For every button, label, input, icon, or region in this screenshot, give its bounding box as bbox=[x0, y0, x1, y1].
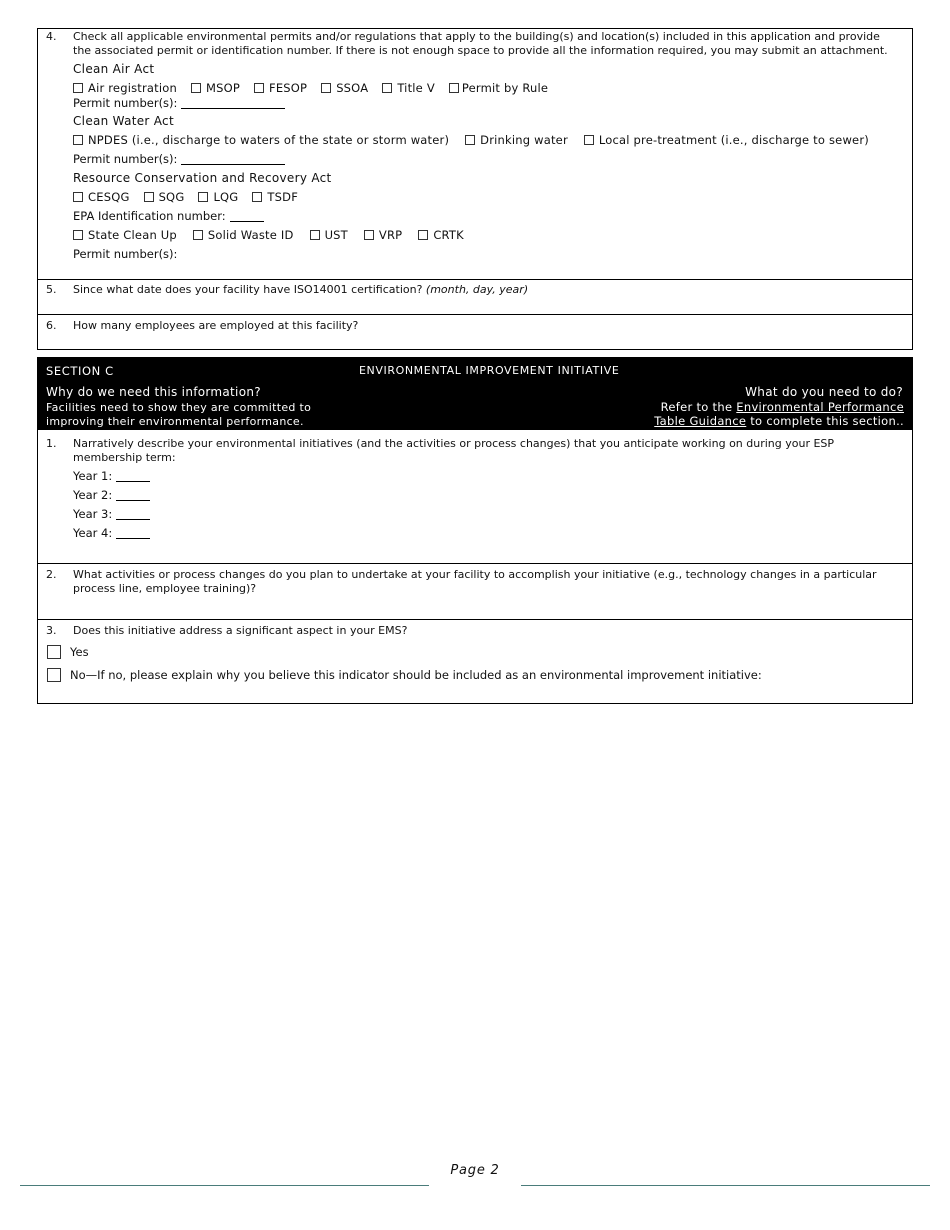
date-format-hint: (month, day, year) bbox=[425, 283, 529, 296]
checkbox[interactable] bbox=[418, 230, 428, 240]
no-checkbox[interactable] bbox=[47, 668, 61, 682]
year-1-row: Year 1: bbox=[73, 469, 150, 483]
page-number: Page 2 bbox=[450, 1163, 500, 1178]
clean-water-options bbox=[73, 133, 883, 147]
option-local-pretreatment[interactable]: Local pre-treatment (i.e., discharge to sewer) bbox=[584, 133, 869, 147]
section-c-question-1-box bbox=[37, 430, 913, 564]
permit-label: Permit number(s): bbox=[73, 152, 178, 166]
checkbox[interactable] bbox=[73, 230, 83, 240]
year-3-row: Year 3: bbox=[73, 507, 150, 521]
checkbox[interactable] bbox=[310, 230, 320, 240]
permit-label: Permit number(s): bbox=[73, 247, 178, 261]
no-option[interactable]: No—If no, please explain why you believe this indicator should be included as an environmental improvement initiative: bbox=[47, 668, 762, 682]
question-number: 3. bbox=[46, 624, 57, 637]
year-1-field[interactable] bbox=[116, 470, 150, 482]
epa-id-label: EPA Identification number: bbox=[73, 209, 226, 223]
year-2-field[interactable] bbox=[116, 489, 150, 501]
section-c-question-2-box bbox=[37, 563, 913, 620]
section-c-question-3-box bbox=[37, 619, 913, 704]
permit-number-field[interactable] bbox=[181, 153, 285, 165]
option-permit-by-rule[interactable]: Permit by Rule bbox=[449, 81, 548, 95]
checkbox[interactable] bbox=[321, 83, 331, 93]
why-text-line-2: improving their environmental performance. bbox=[46, 415, 304, 428]
year-2-row: Year 2: bbox=[73, 488, 150, 502]
checkbox[interactable] bbox=[465, 135, 475, 145]
checkbox[interactable] bbox=[449, 83, 459, 93]
section-title: ENVIRONMENTAL IMPROVEMENT INITIATIVE bbox=[359, 364, 620, 377]
checkbox[interactable] bbox=[193, 230, 203, 240]
what-text-line-2: Table Guidance to complete this section.. bbox=[654, 414, 904, 428]
option-sqg[interactable]: SQG bbox=[144, 190, 185, 204]
permit-label: Permit number(s): bbox=[73, 96, 178, 110]
environmental-performance-link[interactable]: Environmental Performance bbox=[736, 400, 904, 414]
option-vrp[interactable]: VRP bbox=[364, 228, 402, 242]
clean-air-permit-row bbox=[73, 96, 285, 110]
checkbox[interactable] bbox=[252, 192, 262, 202]
option-crtk[interactable]: CRTK bbox=[418, 228, 464, 242]
section-c-header bbox=[37, 357, 913, 430]
option-fesop[interactable]: FESOP bbox=[254, 81, 307, 95]
question-6-text: How many employees are employed at this facility? bbox=[73, 319, 359, 332]
year-4-row: Year 4: bbox=[73, 526, 150, 540]
question-6-box bbox=[37, 314, 913, 350]
section-label: SECTION C bbox=[46, 364, 114, 378]
epa-id-row bbox=[73, 209, 264, 223]
year-3-field[interactable] bbox=[116, 508, 150, 520]
permit-number-field[interactable] bbox=[181, 97, 285, 109]
option-npdes[interactable]: NPDES (i.e., discharge to waters of the state or storm water) bbox=[73, 133, 449, 147]
question-2-text: What activities or process changes do you plan to undertake at your facility to accomplish your initiative (e.g., technology changes in a particular process line, employee training)? bbox=[73, 568, 877, 595]
checkbox[interactable] bbox=[73, 83, 83, 93]
checkbox[interactable] bbox=[144, 192, 154, 202]
question-number: 4. bbox=[46, 30, 57, 43]
question-number: 2. bbox=[46, 568, 57, 581]
option-ust[interactable]: UST bbox=[310, 228, 348, 242]
why-heading: Why do we need this information? bbox=[46, 385, 261, 399]
option-title-v[interactable]: Title V bbox=[382, 81, 435, 95]
epa-id-field[interactable] bbox=[230, 210, 264, 222]
question-number: 6. bbox=[46, 319, 57, 332]
option-cesqg[interactable]: CESQG bbox=[73, 190, 130, 204]
what-heading: What do you need to do? bbox=[745, 385, 903, 399]
checkbox[interactable] bbox=[191, 83, 201, 93]
yes-checkbox[interactable] bbox=[47, 645, 61, 659]
checkbox[interactable] bbox=[382, 83, 392, 93]
rcra-options bbox=[73, 190, 312, 204]
rcra-heading: Resource Conservation and Recovery Act bbox=[73, 171, 332, 185]
clean-water-act-heading: Clean Water Act bbox=[73, 114, 174, 128]
option-msop[interactable]: MSOP bbox=[191, 81, 240, 95]
checkbox[interactable] bbox=[73, 135, 83, 145]
footer-rule-left bbox=[20, 1185, 429, 1186]
option-tsdf[interactable]: TSDF bbox=[252, 190, 298, 204]
question-3-text: Does this initiative address a significant aspect in your EMS? bbox=[73, 624, 408, 637]
option-drinking-water[interactable]: Drinking water bbox=[465, 133, 568, 147]
option-lqg[interactable]: LQG bbox=[198, 190, 238, 204]
question-4-text: Check all applicable environmental permits and/or regulations that apply to the building(s) and location(s) included in this application and provide the associated permit or identification number. If there is not enough space to provide all the information required, you may submit an attachment. bbox=[73, 30, 888, 57]
question-number: 5. bbox=[46, 283, 57, 296]
clean-water-permit-row bbox=[73, 152, 285, 166]
checkbox[interactable] bbox=[73, 192, 83, 202]
question-4-box bbox=[37, 28, 913, 280]
table-guidance-link[interactable]: Table Guidance bbox=[654, 414, 747, 428]
what-text-line-1: Refer to the Environmental Performance bbox=[660, 400, 904, 414]
clean-air-options bbox=[73, 81, 562, 95]
checkbox[interactable] bbox=[584, 135, 594, 145]
question-5-text: Since what date does your facility have ISO14001 certification? (month, day, year) bbox=[73, 283, 529, 296]
clean-air-act-heading: Clean Air Act bbox=[73, 62, 155, 76]
yes-option[interactable]: Yes bbox=[47, 645, 89, 659]
question-1-text: Narratively describe your environmental initiatives (and the activities or process changes) that you anticipate working on during your ESP membership term: bbox=[73, 437, 835, 464]
option-solid-waste-id[interactable]: Solid Waste ID bbox=[193, 228, 294, 242]
year-4-field[interactable] bbox=[116, 527, 150, 539]
checkbox[interactable] bbox=[198, 192, 208, 202]
question-number: 1. bbox=[46, 437, 57, 450]
checkbox[interactable] bbox=[364, 230, 374, 240]
footer-rule-right bbox=[521, 1185, 930, 1186]
question-5-box bbox=[37, 279, 913, 315]
other-permit-row bbox=[73, 247, 177, 261]
why-text-line-1: Facilities need to show they are committed to bbox=[46, 401, 312, 414]
option-ssoa[interactable]: SSOA bbox=[321, 81, 368, 95]
other-options bbox=[73, 228, 478, 242]
checkbox[interactable] bbox=[254, 83, 264, 93]
option-air-registration[interactable]: Air registration bbox=[73, 81, 177, 95]
option-state-clean-up[interactable]: State Clean Up bbox=[73, 228, 177, 242]
